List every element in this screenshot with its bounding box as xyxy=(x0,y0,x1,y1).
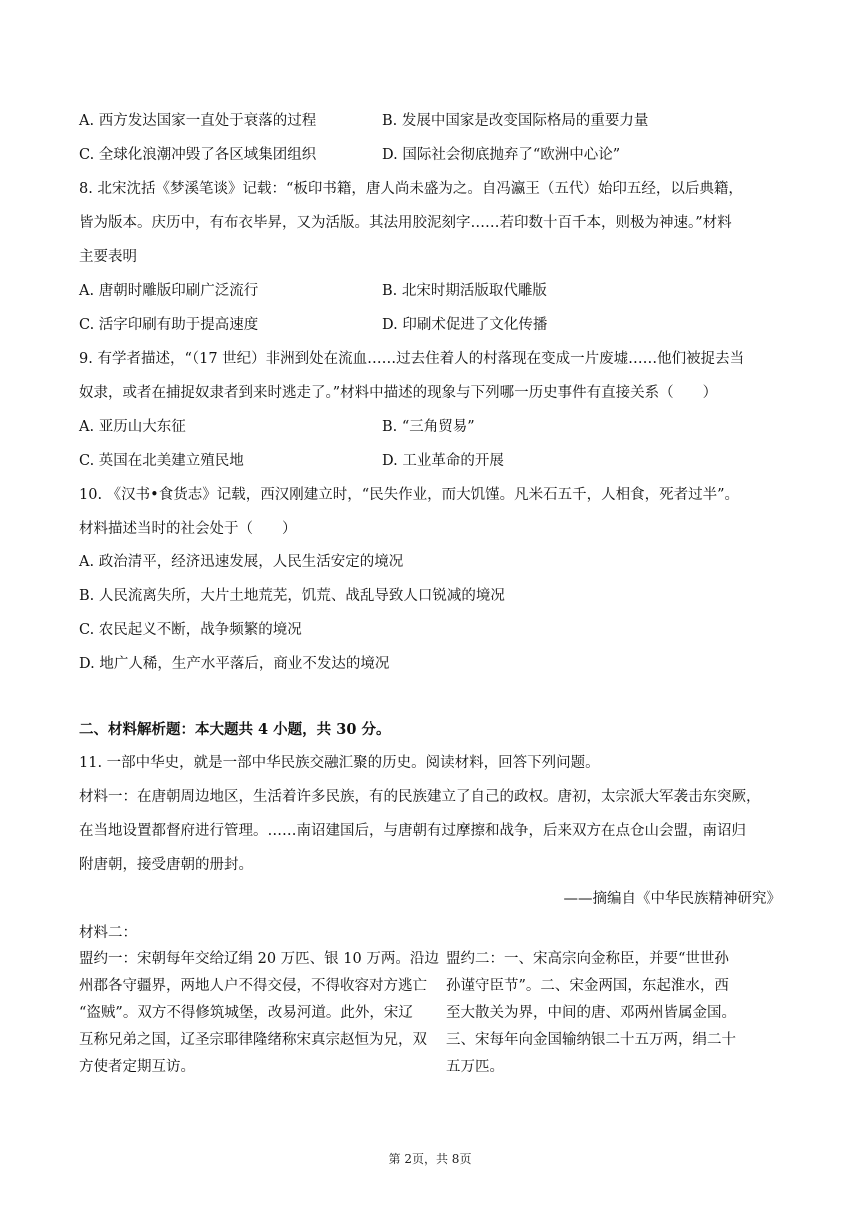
q11-material-1-line-2: 在当地设置都督府进行管理。……南诏建国后，与唐朝有过摩擦和战争，后来双方在点仓山会盟，南诏归 xyxy=(79,823,746,839)
treaty-two-line: 三、宋每年向金国输纳银二十五万两，绢二十 xyxy=(446,1032,736,1048)
q11-material-1-line-1: 材料一：在唐朝周边地区，生活着许多民族，有的民族建立了自己的政权。唐初，太宗派大军袭击东突厥， xyxy=(79,789,761,805)
treaty-one-line: 盟约一：宋朝每年交给辽绢 20 万匹、银 10 万两。沿边 xyxy=(79,951,439,967)
treaty-two-line: 至大散关为界，中间的唐、邓两州皆属金国。 xyxy=(446,1005,736,1021)
q9-option-c: C. 英国在北美建立殖民地 xyxy=(79,453,244,469)
q7-option-d: D. 国际社会彻底抛弃了“欧洲中心论” xyxy=(382,147,621,163)
q9-stem-line-2: 奴隶，或者在捕捉奴隶者到来时逃走了。”材料中描述的现象与下列哪一历史事件有直接关系（ ） xyxy=(79,385,718,401)
q8-stem-line-3: 主要表明 xyxy=(79,249,137,265)
page-number: 第 2页，共 8页 xyxy=(388,1152,472,1166)
q8-option-c: C. 活字印刷有助于提高速度 xyxy=(79,317,259,333)
treaty-one-line: 州郡各守疆界，两地人户不得交侵，不得收容对方逃亡 xyxy=(79,978,427,994)
treaty-two-line: 盟约二：一、宋高宗向金称臣，并要“世世孙 xyxy=(446,951,729,967)
q11-material-2-label: 材料二： xyxy=(79,925,137,941)
q10-stem-line-1: 10. 《汉书•食货志》记载，西汉刚建立时，“民失作业，而大饥馑。凡米石五千，人相食，死者过半”。 xyxy=(79,487,740,503)
q7-option-a: A. 西方发达国家一直处于衰落的过程 xyxy=(79,113,317,129)
q11-material-1-line-3: 附唐朝，接受唐朝的册封。 xyxy=(79,857,253,873)
treaty-one-line: “盗贼”。双方不得修筑城堡，改易河道。此外，宋辽 xyxy=(79,1005,413,1021)
q10-option-c: C. 农民起义不断，战争频繁的境况 xyxy=(79,622,302,638)
treaty-two-line: 五万匹。 xyxy=(446,1059,504,1075)
q8-stem-line-2: 皆为版本。庆历中，有布衣毕昇，又为活版。其法用胶泥刻字……若印数十百千本，则极为神速。”材料 xyxy=(79,215,732,231)
treaty-two-column xyxy=(446,949,736,1084)
section-heading: 二、材料解析题：本大题共 4 小题，共 30 分。 xyxy=(79,721,391,738)
q11-stem: 11. 一部中华史，就是一部中华民族交融汇聚的历史。阅读材料，回答下列问题。 xyxy=(79,755,600,771)
treaty-one-line: 互称兄弟之国，辽圣宗耶律隆绪称宋真宗赵恒为兄，双 xyxy=(79,1032,427,1048)
q8-option-a: A. 唐朝时雕版印刷广泛流行 xyxy=(79,283,259,299)
q9-option-d: D. 工业革命的开展 xyxy=(382,453,504,469)
treaty-one-column xyxy=(79,949,439,1084)
q8-option-d: D. 印刷术促进了文化传播 xyxy=(382,317,548,333)
q8-stem-line-1: 8. 北宋沈括《梦溪笔谈》记载：“板印书籍，唐人尚未盛为之。自冯瀛王（五代）始印五经，以后典籍， xyxy=(79,181,743,197)
q9-stem-line-1: 9. 有学者描述，“（17 世纪）非洲到处在流血……过去住着人的村落现在变成一片废墟……他们被捉去当 xyxy=(79,351,745,367)
q10-option-d: D. 地广人稀，生产水平落后，商业不发达的境况 xyxy=(79,656,390,672)
q10-option-a: A. 政治清平，经济迅速发展，人民生活安定的境况 xyxy=(79,554,404,570)
source-citation: ——摘编自《中华民族精神研究》 xyxy=(563,891,781,907)
q10-stem-line-2: 材料描述当时的社会处于（ ） xyxy=(79,521,297,537)
treaty-two-line: 孙谨守臣节”。二、宋金两国，东起淮水，西 xyxy=(446,978,729,994)
q8-option-b: B. 北宋时期活版取代雕版 xyxy=(382,283,547,299)
q9-option-b: B. “三角贸易” xyxy=(382,419,475,435)
q9-option-a: A. 亚历山大东征 xyxy=(79,419,186,435)
treaty-one-line: 方使者定期互访。 xyxy=(79,1059,195,1075)
q10-option-b: B. 人民流离失所，大片土地荒芜，饥荒、战乱导致人口锐减的境况 xyxy=(79,588,505,604)
q7-option-c: C. 全球化浪潮冲毁了各区域集团组织 xyxy=(79,147,317,163)
q7-option-b: B. 发展中国家是改变国际格局的重要力量 xyxy=(382,113,649,129)
